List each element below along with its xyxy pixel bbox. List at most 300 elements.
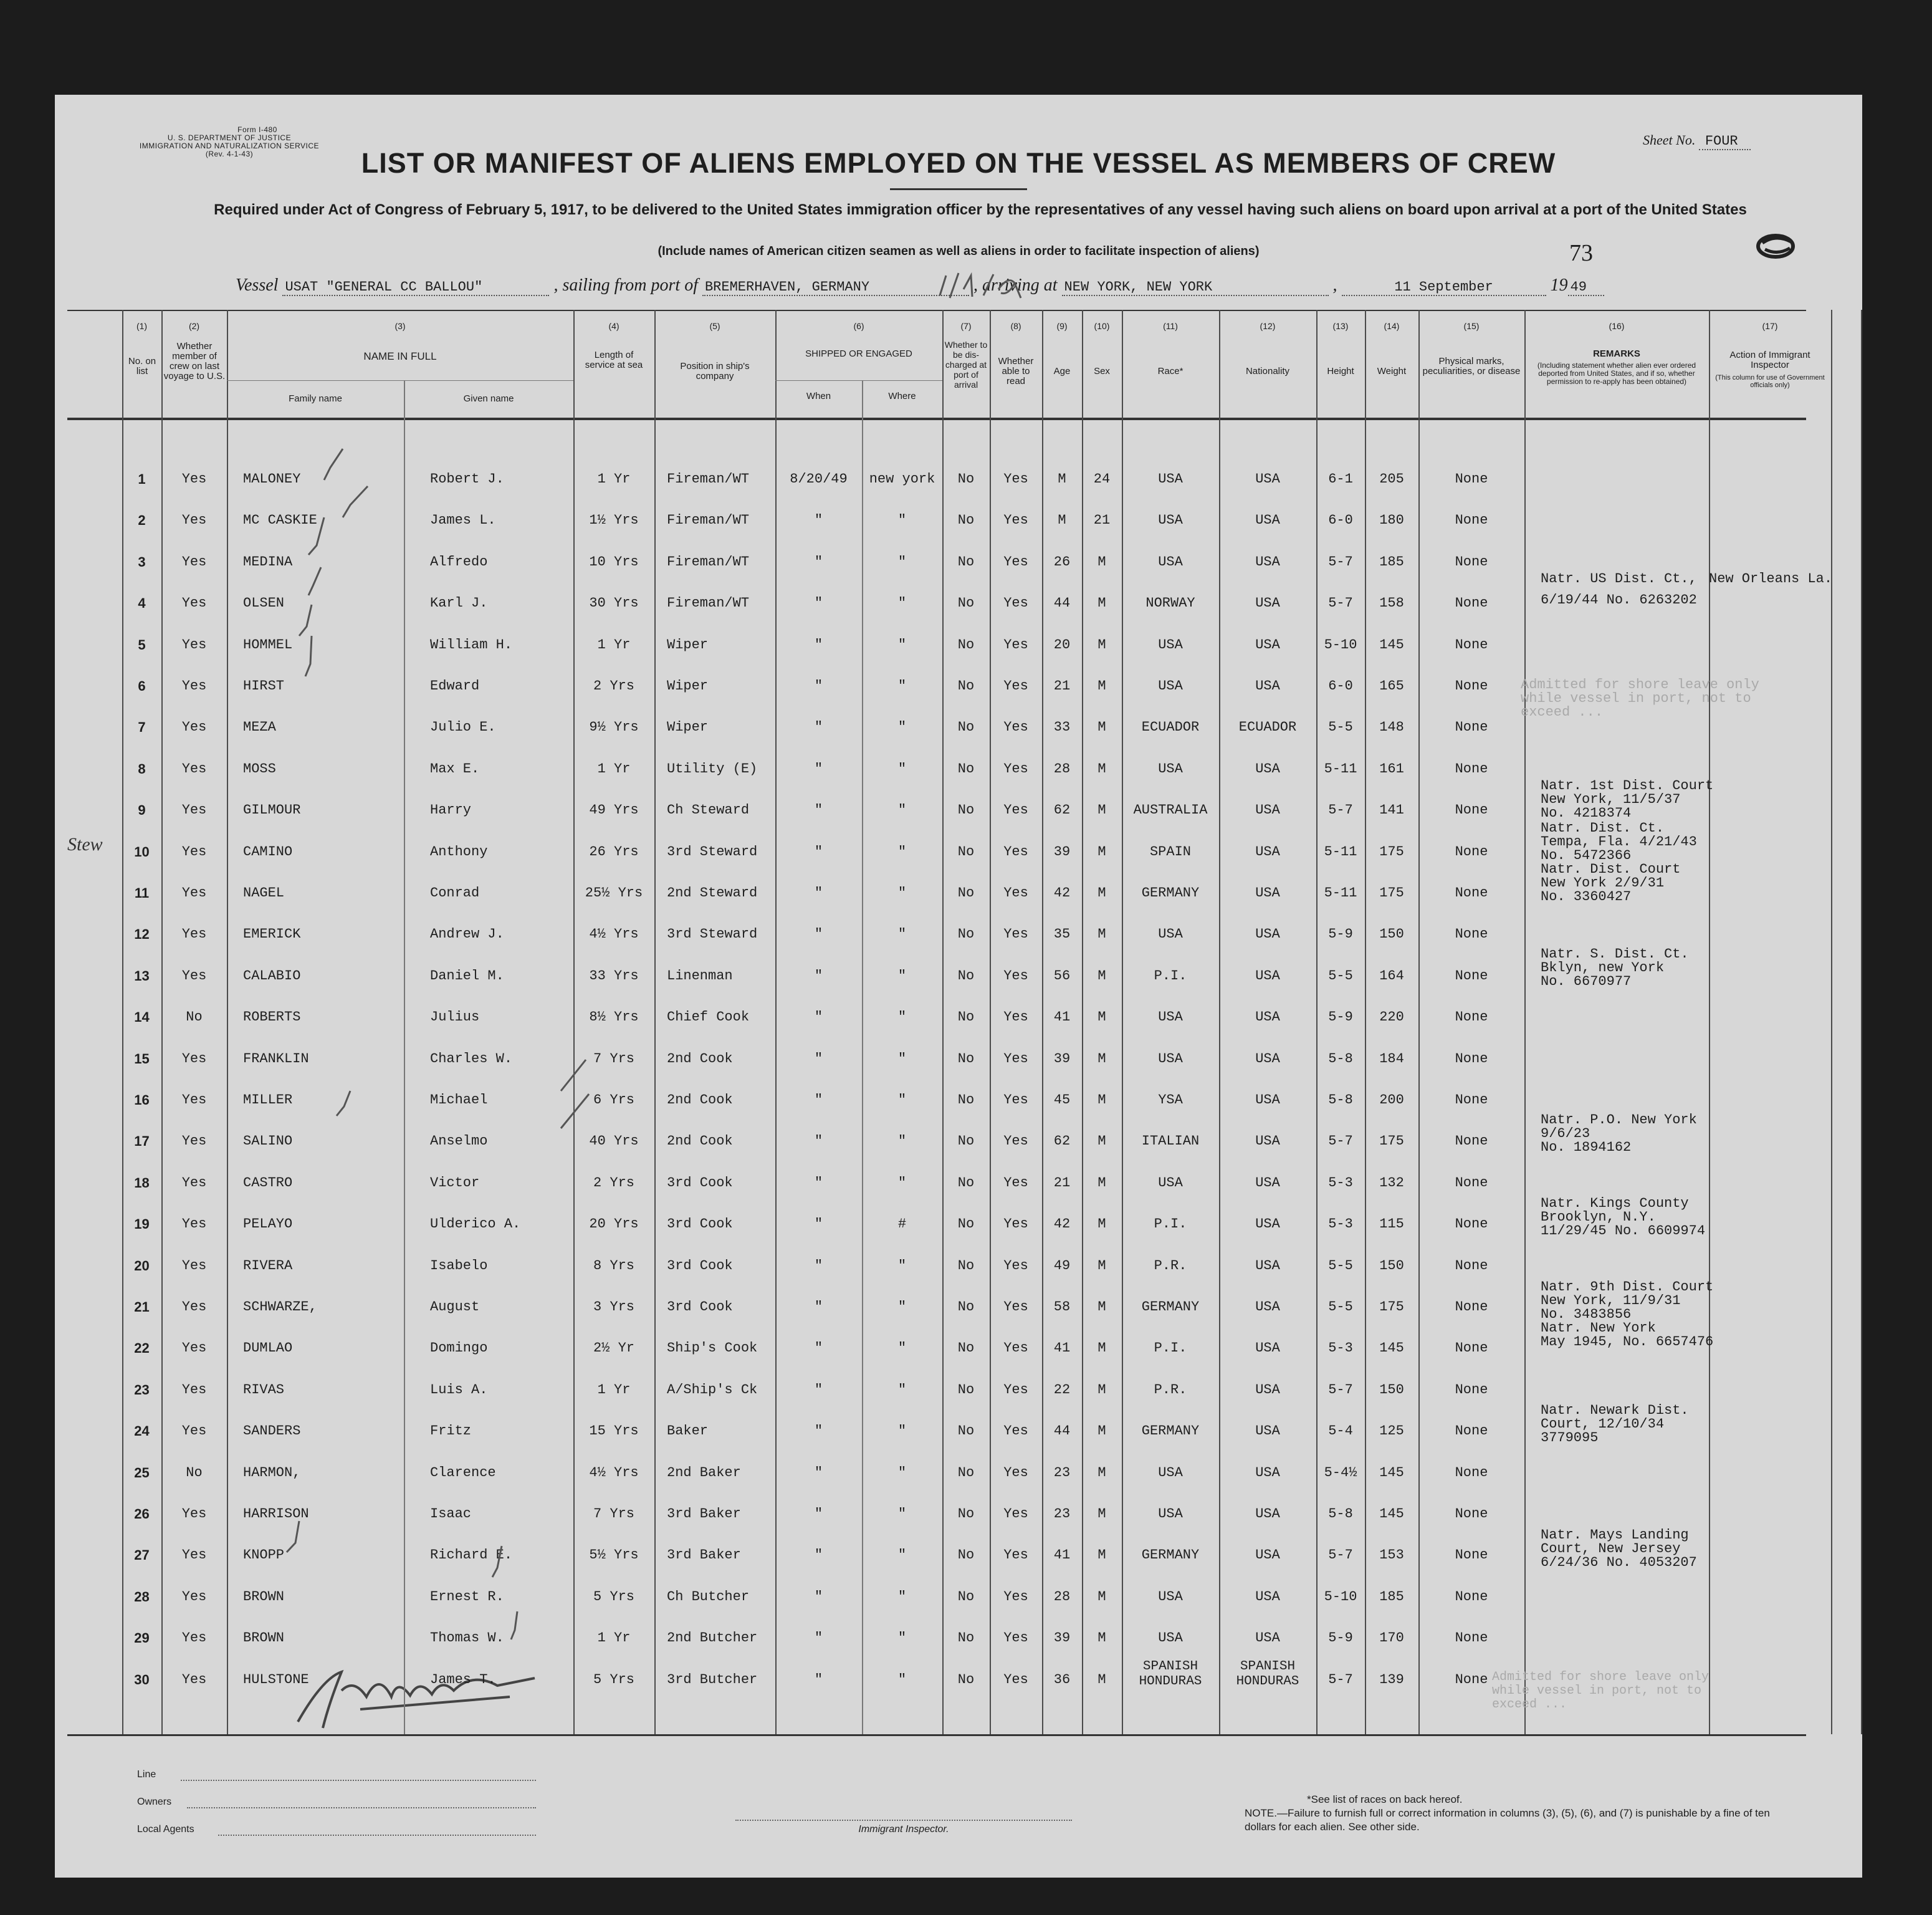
height-cell: 5-7 [1328,554,1353,570]
discharged-cell: No [957,1133,975,1149]
header-shipped-engaged: SHIPPED OR ENGAGED [805,348,912,359]
age-cell: 23 [1053,1506,1071,1522]
service-cell: 5 Yrs [593,1589,634,1605]
header-able-read: Whether able to read [998,356,1034,386]
sex-cell: M [1098,678,1106,694]
weight-cell: 175 [1379,1133,1404,1149]
where-cell: " [897,1175,907,1191]
remark-row-11: Natr. Dist. Court New York 2/9/31 No. 3360427 [1541,862,1681,905]
sex-cell: M [1098,1258,1106,1274]
member-cell: Yes [181,1423,207,1439]
race-cell: USA [1158,1051,1183,1067]
when-cell: " [814,637,823,653]
height-cell: 5-7 [1328,595,1353,611]
height-cell: 5-8 [1328,1051,1353,1067]
physical-cell: None [1455,885,1488,901]
position-cell: 3rd Steward [667,844,758,860]
read-cell: Yes [1003,719,1028,735]
given-name-cell: William H. [430,637,513,653]
row-number: 15 [134,1051,150,1067]
member-cell: Yes [181,1175,207,1191]
physical-cell: None [1455,719,1488,735]
given-name-cell: Ulderico A. [430,1216,521,1232]
given-name-cell: Daniel M. [430,968,504,984]
physical-cell: None [1455,595,1488,611]
header-discharged: Whether to be dis-charged at port of arrival [944,340,988,390]
read-cell: Yes [1003,1051,1028,1067]
weight-cell: 150 [1379,1382,1404,1398]
read-cell: Yes [1003,554,1028,570]
department: U. S. DEPARTMENT OF JUSTICE [167,133,292,142]
row-number: 18 [134,1175,150,1191]
weight-cell: 125 [1379,1423,1404,1439]
race-cell: USA [1158,1009,1183,1025]
family-name-cell: EMERICK [243,926,301,942]
family-name-cell: DUMLAO [243,1340,293,1356]
header-when: When [806,391,831,401]
race-cell: AUSTRALIA [1133,802,1208,818]
service-cell: 2 Yrs [593,1175,634,1191]
nationality-cell: USA [1255,1051,1280,1067]
year-prefix: 19 [1550,276,1568,295]
discharged-cell: No [957,1299,975,1315]
given-name-cell: Isaac [430,1506,472,1522]
header-action-sub: (This column for use of Government officials only) [1715,374,1825,389]
given-name-cell: Victor [430,1175,480,1191]
row-number: 8 [138,761,146,777]
service-cell: 7 Yrs [593,1051,634,1067]
service-cell: 20 Yrs [589,1216,639,1232]
remark-row-4-cont: New Orleans La. [1709,571,1833,587]
family-name-cell: SANDERS [243,1423,301,1439]
position-cell: A/Ship's Ck [667,1382,758,1398]
row-number: 4 [138,595,146,611]
service-cell: 4½ Yrs [589,1465,639,1481]
sex-cell: M [1098,1672,1106,1687]
height-cell: 5-3 [1328,1216,1353,1232]
remark-row-4-number: 6/19/44 No. 6263202 [1541,592,1697,608]
discharged-cell: No [957,678,975,694]
where-cell: " [897,885,907,901]
nationality-cell: USA [1255,637,1280,653]
races-note: *See list of races on back hereof. [1307,1793,1463,1805]
read-cell: Yes [1003,926,1028,942]
read-cell: Yes [1003,1340,1028,1356]
height-cell: 5-9 [1328,926,1353,942]
age-cell: 58 [1053,1299,1071,1315]
discharged-cell: No [957,1216,975,1232]
age-cell: 39 [1053,844,1071,860]
height-cell: 5-5 [1328,1299,1353,1315]
header-position: Position in ship's company [680,361,750,382]
member-cell: Yes [181,761,207,777]
height-cell: 5-9 [1328,1009,1353,1025]
age-cell: 28 [1053,1589,1071,1605]
member-cell: Yes [181,678,207,694]
where-cell: new york [869,471,935,487]
height-cell: 5-11 [1324,844,1357,860]
physical-cell: None [1455,512,1488,528]
position-cell: 3rd Cook [667,1175,733,1191]
nationality-cell: USA [1255,844,1280,860]
service-cell: 33 Yrs [589,968,639,984]
given-name-cell: August [430,1299,480,1315]
when-cell: " [814,1299,823,1315]
position-cell: Chief Cook [667,1009,750,1025]
weight-cell: 175 [1379,885,1404,901]
family-name-cell: SALINO [243,1133,293,1149]
footer-agents-field [218,1834,536,1836]
family-name-cell: MALONEY [243,471,301,487]
race-cell: USA [1158,1506,1183,1522]
service-cell: 49 Yrs [589,802,639,818]
race-cell: GERMANY [1141,885,1200,901]
family-name-cell: RIVAS [243,1382,285,1398]
member-cell: Yes [181,1547,207,1563]
weight-cell: 139 [1379,1672,1404,1687]
nationality-cell: USA [1255,1382,1280,1398]
given-name-cell: James L. [430,512,496,528]
col-num: (17) [1762,321,1778,331]
weight-cell: 145 [1379,1465,1404,1481]
remark-row-27: Natr. Mays Landing Court, New Jersey 6/24/36 No. 4053207 [1541,1527,1697,1570]
physical-cell: None [1455,678,1488,694]
sex-cell: 24 [1093,471,1111,487]
remark-row-9: Natr. 1st Dist. Court New York, 11/5/37 No. 4218374 [1541,778,1714,821]
service-cell: 40 Yrs [589,1133,639,1149]
sex-cell: M [1098,595,1106,611]
header-family-name: Family name [289,393,342,404]
weight-cell: 200 [1379,1092,1404,1108]
remark-row-4: Natr. US Dist. Ct., [1541,571,1697,587]
given-name-cell: Anselmo [430,1133,488,1149]
where-cell: " [897,1672,907,1687]
header-where: Where [888,391,916,401]
service-cell: 2 Yrs [593,678,634,694]
physical-cell: None [1455,1216,1488,1232]
member-cell: Yes [181,719,207,735]
position-cell: 3rd Steward [667,926,758,942]
discharged-cell: No [957,1589,975,1605]
when-cell: " [814,1630,823,1646]
physical-cell: None [1455,1175,1488,1191]
header-remarks-sub: (Including statement whether alien ever ordered deported from United States, and if so, whether permission to re-apply has been obtained) [1537,361,1696,386]
when-cell: " [814,1423,823,1439]
service-cell: 9½ Yrs [589,719,639,735]
race-cell: GERMANY [1141,1423,1200,1439]
shipped-subrule [775,380,942,381]
family-name-cell: SCHWARZE, [243,1299,317,1315]
service-cell: 1 Yr [597,761,631,777]
header-remarks: REMARKS [1593,348,1640,359]
member-cell: Yes [181,802,207,818]
row-number: 16 [134,1092,150,1108]
race-cell: SPANISH HONDURAS [1139,1659,1202,1689]
height-cell: 5-7 [1328,1133,1353,1149]
given-name-cell: Clarence [430,1465,496,1481]
read-cell: Yes [1003,1589,1028,1605]
when-cell: " [814,1216,823,1232]
physical-cell: None [1455,554,1488,570]
race-cell: USA [1158,637,1183,653]
penalty-note: NOTE.—Failure to furnish full or correct information in columns (3), (5), (6), and (7) is punishable by a fine of ten dollars for each alien. See other side. [1245,1807,1770,1833]
sex-cell: M [1098,844,1106,860]
age-cell: 45 [1053,1092,1071,1108]
col-num: (6) [853,321,864,331]
member-cell: Yes [181,1051,207,1067]
discharged-cell: No [957,885,975,901]
race-cell: ECUADOR [1141,719,1200,735]
sailing-label: , sailing from port of [553,276,698,295]
when-cell: " [814,512,823,528]
revision: (Rev. 4-1-43) [205,150,254,158]
family-name-cell: PELAYO [243,1216,293,1232]
header-sex: Sex [1094,366,1110,377]
nationality-cell: USA [1255,595,1280,611]
read-cell: Yes [1003,1630,1028,1646]
family-name-cell: MOSS [243,761,276,777]
given-name-cell: Julius [430,1009,480,1025]
read-cell: Yes [1003,595,1028,611]
race-cell: USA [1158,926,1183,942]
physical-cell: None [1455,1340,1488,1356]
where-cell: " [897,1589,907,1605]
read-cell: Yes [1003,1672,1028,1687]
age-cell: 56 [1053,968,1071,984]
height-cell: 5-10 [1324,637,1357,653]
row-number: 2 [138,512,146,528]
position-cell: 2nd Cook [667,1133,733,1149]
position-cell: Fireman/WT [667,554,750,570]
remark-row-19: Natr. Kings County Brooklyn, N.Y. 11/29/45 No. 6609974 [1541,1196,1706,1239]
header-name-in-full: NAME IN FULL [363,350,437,362]
where-cell: " [897,1506,907,1522]
age-cell: 42 [1053,1216,1071,1232]
arriving-label: , arriving at [973,276,1058,295]
age-cell: 35 [1053,926,1071,942]
nationality-cell: USA [1255,678,1280,694]
position-cell: Ch Steward [667,802,750,818]
discharged-cell: No [957,1630,975,1646]
position-cell: 2nd Baker [667,1465,741,1481]
discharged-cell: No [957,968,975,984]
service-cell: 15 Yrs [589,1423,639,1439]
read-cell: Yes [1003,1465,1028,1481]
sex-cell: M [1098,1547,1106,1563]
member-cell: Yes [181,1506,207,1522]
nationality-cell: SPANISH HONDURAS [1236,1659,1299,1689]
col-num: (5) [709,321,720,331]
where-cell: " [897,1299,907,1315]
sheet-number [1643,132,1751,149]
when-cell: " [814,1465,823,1481]
family-name-cell: KNOPP [243,1547,285,1563]
weight-cell: 220 [1379,1009,1404,1025]
header-height: Height [1327,366,1354,377]
age-cell: 44 [1053,1423,1071,1439]
physical-cell: None [1455,1547,1488,1563]
given-name-cell: Charles W. [430,1051,513,1067]
position-cell: Fireman/WT [667,512,750,528]
sheet-number-value: FOUR [1699,133,1751,150]
sex-cell: M [1098,637,1106,653]
member-cell: Yes [181,1672,207,1687]
header-no-on-list: No. on list [128,356,156,377]
stamp-number: 73 [1569,240,1593,266]
read-cell: Yes [1003,968,1028,984]
given-name-cell: Richard E. [430,1547,513,1563]
sex-cell: M [1098,968,1106,984]
footer-owners-label: Owners [137,1797,172,1807]
service-cell: 5½ Yrs [589,1547,639,1563]
family-name-cell: MEDINA [243,554,293,570]
remark-row-10: Natr. Dist. Ct. Tempa, Fla. 4/21/43 No. 5472366 [1541,820,1697,863]
position-cell: Utility (E) [667,761,758,777]
age-cell: 41 [1053,1340,1071,1356]
service-cell: 4½ Yrs [589,926,639,942]
height-cell: 5-4½ [1324,1465,1357,1481]
inspector-label: Immigrant Inspector. [858,1824,949,1835]
physical-cell: None [1455,1299,1488,1315]
discharged-cell: No [957,1092,975,1108]
read-cell: Yes [1003,1506,1028,1522]
family-name-cell: MILLER [243,1092,293,1108]
sheet-number-label: Sheet No. [1643,132,1696,148]
position-cell: 3rd Baker [667,1506,741,1522]
member-cell: Yes [181,1216,207,1232]
given-name-cell: Alfredo [430,554,488,570]
race-cell: USA [1158,471,1183,487]
when-cell: " [814,844,823,860]
where-cell: " [897,719,907,735]
where-cell: # [897,1216,907,1232]
row-number: 30 [134,1672,150,1687]
when-cell: " [814,1175,823,1191]
height-cell: 5-7 [1328,1382,1353,1398]
service-cell: 10 Yrs [589,554,639,570]
physical-cell: None [1455,1423,1488,1439]
given-name-cell: Thomas W. [430,1630,504,1646]
when-cell: " [814,1340,823,1356]
given-name-cell: Ernest R. [430,1589,504,1605]
where-cell: " [897,1547,907,1563]
family-name-cell: ROBERTS [243,1009,301,1025]
physical-cell: None [1455,1589,1488,1605]
sex-cell: M [1098,1216,1106,1232]
race-cell: P.I. [1154,1340,1187,1356]
row-number: 19 [134,1216,150,1232]
nationality-cell: USA [1255,926,1280,942]
row-number: 1 [138,471,146,487]
service-cell: 1 Yr [597,637,631,653]
when-cell: " [814,1258,823,1274]
read-cell: Yes [1003,471,1028,487]
age-cell: M [1058,512,1066,528]
given-name-cell: Michael [430,1092,488,1108]
position-cell: Wiper [667,678,709,694]
family-name-cell: GILMOUR [243,802,301,818]
age-cell: 41 [1053,1009,1071,1025]
remark-row-22: Natr. New York May 1945, No. 6657476 [1541,1320,1714,1350]
nationality-cell: USA [1255,1299,1280,1315]
service-cell: 3 Yrs [593,1299,634,1315]
where-cell: " [897,844,907,860]
given-name-cell: Karl J. [430,595,488,611]
member-cell: Yes [181,926,207,942]
weight-cell: 205 [1379,471,1404,487]
weight-cell: 175 [1379,844,1404,860]
where-cell: " [897,595,907,611]
family-name-cell: BROWN [243,1589,285,1605]
weight-cell: 153 [1379,1547,1404,1563]
race-cell: USA [1158,1630,1183,1646]
service-cell: 5 Yrs [593,1672,634,1687]
weight-cell: 161 [1379,761,1404,777]
age-cell: 42 [1053,885,1071,901]
col-num: (15) [1463,321,1480,331]
race-cell: USA [1158,1589,1183,1605]
physical-cell: None [1455,1382,1488,1398]
nationality-cell: USA [1255,1340,1280,1356]
row-number: 24 [134,1423,150,1439]
col-num: (14) [1384,321,1400,331]
row-number: 11 [134,885,150,901]
nationality-cell: USA [1255,1009,1280,1025]
age-cell: 36 [1053,1672,1071,1687]
physical-cell: None [1455,1051,1488,1067]
weight-cell: 184 [1379,1051,1404,1067]
handwritten-date-icon [934,271,1040,302]
sex-cell: M [1098,802,1106,818]
family-name-cell: CALABIO [243,968,301,984]
given-name-cell: Harry [430,802,472,818]
read-cell: Yes [1003,1175,1028,1191]
read-cell: Yes [1003,512,1028,528]
header-age: Age [1053,366,1071,377]
family-name-cell: NAGEL [243,885,285,901]
height-cell: 5-5 [1328,968,1353,984]
remark-row-13: Natr. S. Dist. Ct. Bklyn, new York No. 6670977 [1541,946,1689,989]
nationality-cell: USA [1255,554,1280,570]
port-to: NEW YORK, NEW YORK [1062,279,1329,296]
member-cell: Yes [181,637,207,653]
header-length-service: Length of service at sea [585,350,643,370]
member-cell: Yes [181,968,207,984]
race-cell: YSA [1158,1092,1183,1108]
sex-cell: M [1098,1465,1106,1481]
age-cell: 21 [1053,678,1071,694]
race-cell: SPAIN [1149,844,1191,860]
height-cell: 6-1 [1328,471,1353,487]
row-number: 12 [134,926,150,942]
col-num: (13) [1332,321,1349,331]
where-cell: " [897,761,907,777]
weight-cell: 175 [1379,1299,1404,1315]
family-name-cell: BROWN [243,1630,285,1646]
discharged-cell: No [957,554,975,570]
col-num: (4) [608,321,619,331]
read-cell: Yes [1003,1216,1028,1232]
physical-cell: None [1455,1630,1488,1646]
remark-row-7-stamp: Admitted for shore leave only while vessel in port, not to exceed ... [1521,677,1759,720]
sex-cell: M [1098,1299,1106,1315]
family-name-cell: HARRISON [243,1506,309,1522]
row-number: 29 [134,1630,150,1646]
height-cell: 5-3 [1328,1340,1353,1356]
physical-cell: None [1455,1092,1488,1108]
when-cell: " [814,1009,823,1025]
discharged-cell: No [957,1672,975,1687]
